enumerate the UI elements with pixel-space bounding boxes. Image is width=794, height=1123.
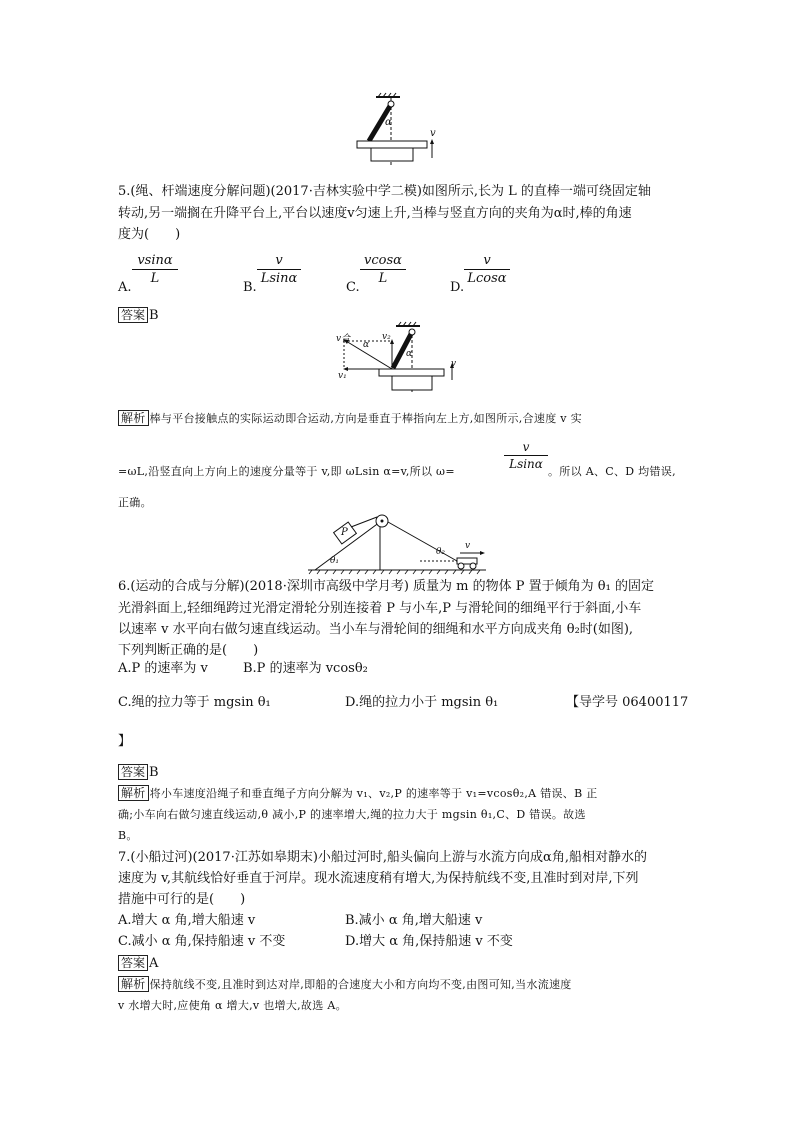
q7-stem-line2: 速度为 v,其航线恰好垂直于河岸。现水流速度稍有增大,为保持航线不变,且准时到对岸,下列 — [118, 871, 639, 886]
fig2-v1-label: v₁ — [338, 371, 347, 381]
q6-answer — [118, 763, 159, 783]
q5-analysis-text2b: 。所以 A、C、D 均错误, — [548, 465, 676, 478]
q5-stem-line2: 转动,另一端搁在升降平台上,平台以速度v匀速上升,当棒与竖直方向的夹角为α时,棒的角速 — [118, 206, 632, 221]
q7-stem-line1: 7.(小船过河)(2017·江苏如皋期末)小船过河时,船头偏向上游与水流方向成α角,船相对静水的 — [118, 850, 647, 865]
fig3-p-label: P — [341, 527, 348, 538]
q6-ref-number: 【导学号 06400117 — [566, 695, 689, 710]
q5-option-a-letter: A. — [118, 280, 132, 295]
q5-option-c-letter: C. — [346, 280, 360, 295]
q7-option-c: C.减小 α 角,保持船速 v 不变 — [118, 934, 286, 949]
q5-analysis-line3: 正确。 — [118, 496, 152, 509]
q6-analysis-line3: B。 — [118, 829, 138, 842]
q6-option-a: A.P 的速率为 v — [118, 661, 208, 676]
fig1-v-label: v — [430, 128, 436, 139]
analysis-tag: 解析 — [118, 976, 149, 992]
q5-analysis-text1: 棒与平台接触点的实际运动即合运动,方向是垂直于棒指向左上方,如图所示,合速度 v 实 — [149, 412, 582, 425]
fig3-theta2-label: θ₂ — [436, 547, 446, 557]
answer-tag: 答案 — [118, 955, 148, 971]
q5-analysis-fraction-num: v — [504, 440, 548, 456]
q6-answer-value: B — [149, 765, 159, 780]
q5-option-a-num: vsinα — [132, 253, 178, 270]
q6-stem-line4: 下列判断正确的是( ) — [118, 643, 259, 658]
q5-option-c-num: vcosα — [360, 253, 406, 270]
q5-option-d-letter: D. — [450, 280, 465, 295]
q5-analysis-fraction-den: Lsinα — [509, 457, 543, 471]
fig3-v-label: v — [465, 541, 471, 551]
q6-option-d: D.绳的拉力小于 mgsin θ₁ — [345, 695, 499, 710]
q7-analysis-line2: v 水增大时,应使角 α 增大,v 也增大,故选 A。 — [118, 999, 347, 1012]
q6-stem-line2: 光滑斜面上,轻细绳跨过光滑定滑轮分别连接着 P 与小车,P 与滑轮间的细绳平行于斜面,小车 — [118, 601, 642, 616]
q6-stem-line3: 以速率 v 水平向右做匀速直线运动。当小车与滑轮间的细绳和水平方向成夹角 θ₂时(如图), — [118, 622, 634, 637]
q7-option-b: B.减小 α 角,增大船速 v — [345, 913, 483, 928]
q6-analysis-text1: 将小车速度沿绳子和垂直绳子方向分解为 v₁、v₂,P 的速率等于 v₁=vcosθ₂,A 错误、B 正 — [149, 787, 598, 800]
q6-ref-close: 】 — [118, 734, 132, 749]
q7-option-a: A.增大 α 角,增大船速 v — [118, 913, 256, 928]
q6-option-c: C.绳的拉力等于 mgsin θ₁ — [118, 695, 271, 710]
q5-option-c-den: L — [378, 271, 388, 286]
fig3-theta1-label: θ₁ — [330, 556, 340, 566]
analysis-tag: 解析 — [118, 410, 149, 426]
q6-analysis-line2: 确;小车向右做匀速直线运动,θ 减小,P 的速率增大,绳的拉力大于 mgsin θ₁,C、D 错误。故选 — [118, 808, 586, 821]
q5-option-d-num: v — [464, 253, 510, 270]
analysis-tag: 解析 — [118, 785, 149, 801]
answer-tag: 答案 — [118, 764, 148, 780]
q5-answer-value: B — [149, 308, 159, 323]
fig1-alpha-label: α — [385, 117, 392, 128]
q7-answer-value: A — [149, 956, 159, 971]
q5-option-b-letter: B. — [243, 280, 257, 295]
fig2-vhe-label: v合 — [336, 334, 351, 344]
q5-stem-line1: 5.(绳、杆端速度分解问题)(2017·吉林实验中学二模)如图所示,长为 L 的直棒一端可绕固定轴 — [118, 184, 651, 199]
fig2-v-label: v — [451, 359, 457, 369]
q5-option-b-num: v — [257, 253, 301, 270]
q7-analysis-text1: 保持航线不变,且准时到达对岸,即船的合速度大小和方向均不变,由图可知,当水流速度 — [149, 978, 572, 991]
q5-option-b-den: Lsinα — [260, 271, 298, 286]
q5-option-d-den: Lcosα — [467, 271, 507, 286]
q7-analysis-line1 — [118, 975, 572, 995]
answer-tag: 答案 — [118, 307, 148, 323]
q5-analysis-text2a: =ωL,沿竖直向上方向上的速度分量等于 v,即 ωLsin α=v,所以 ω= — [118, 465, 455, 478]
q7-option-d: D.增大 α 角,保持船速 v 不变 — [345, 934, 513, 949]
q7-stem-line3: 措施中可行的是( ) — [118, 892, 246, 907]
fig2-v2-label: v₂ — [382, 332, 391, 342]
q6-option-b: B.P 的速率为 vcosθ₂ — [243, 661, 368, 676]
q5-option-a-den: L — [150, 271, 160, 286]
fig2-alpha-label-2: α — [406, 349, 413, 359]
q6-analysis-line1 — [118, 784, 598, 804]
q7-answer — [118, 954, 158, 974]
q5-stem-line3: 度为( ) — [118, 227, 181, 242]
q6-stem-line1: 6.(运动的合成与分解)(2018·深圳市高级中学月考) 质量为 m 的物体 P 置于倾角为 θ₁ 的固定 — [118, 579, 654, 594]
fig2-alpha-label: α — [363, 340, 370, 350]
